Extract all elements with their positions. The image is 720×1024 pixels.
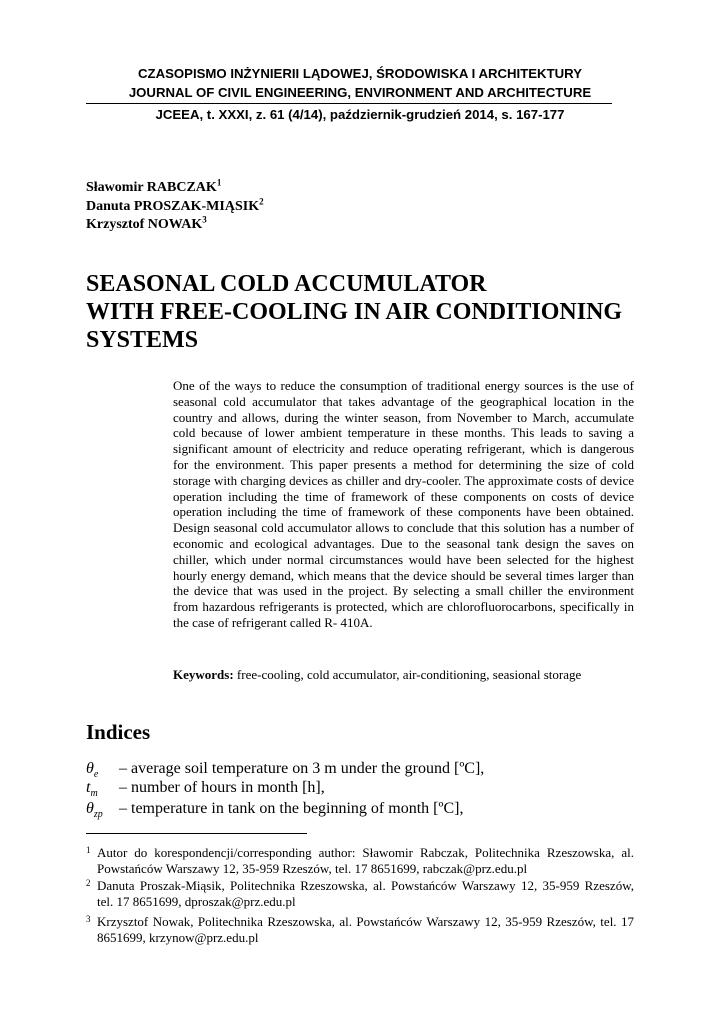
index-description: – number of hours in month [h],: [119, 779, 325, 796]
author-3: Krzysztof NOWAK$^3$: [86, 214, 207, 232]
keywords-text: free-cooling, cold accumulator, air-conditioning, seasional storage: [233, 667, 582, 682]
keywords-label: Keywords:: [173, 667, 234, 682]
index-description: – temperature in tank on the beginning of month [ºC],: [119, 800, 464, 817]
author-1: Sławomir RABCZAK$^1$: [86, 177, 222, 195]
journal-name-polish: CZASOPISMO INŻYNIERII LĄDOWEJ, ŚRODOWISKA I ARCHITEKTURY: [138, 66, 582, 81]
footnote-1: 1 Autor do korespondencji/corresponding author: Sławomir Rabczak, Politechnika Rzeszowska, al. Powstańców Warszawy 12, 35-959 Rzeszów, tel. 17 8651699, rabczak@prz.edu.pl: [86, 845, 634, 877]
author-2-footnote-mark[interactable]: 2: [259, 195, 264, 206]
index-item: [86, 779, 325, 799]
index-symbol: $t_m$: [86, 779, 98, 800]
index-description: – average soil temperature on 3 m under the ground [ºC],: [119, 760, 485, 777]
author-list: [86, 179, 264, 235]
index-item: [86, 760, 484, 780]
author-1-footnote-mark[interactable]: 1: [216, 177, 222, 188]
title-line-1: SEASONAL COLD ACCUMULATOR: [86, 271, 487, 297]
footnote-2: 2 Danuta Proszak-Miąsik, Politechnika Rzeszowska, al. Powstańców Warszawy 12, 35-959 Rzeszów, tel. 17 8651699, dproszak@prz.edu.pl: [86, 878, 634, 910]
author-2: Danuta PROSZAK-MIĄSIK$^2$: [86, 195, 264, 214]
index-symbol: $\theta_{zp}$: [86, 800, 103, 821]
index-symbol: $\theta_e$: [86, 760, 99, 781]
journal-name-english: JOURNAL OF CIVIL ENGINEERING, ENVIRONMENT AND ARCHITECTURE: [128, 85, 592, 100]
footnote-3: 3 Krzysztof Nowak, Politechnika Rzeszowska, al. Powstańców Warszawy 12, 35-959 Rzeszów, tel. 17 8651699, krzynow@prz.edu.pl: [86, 914, 634, 946]
keywords: [173, 667, 581, 683]
title-line-2: WITH FREE-COOLING IN AIR CONDITIONING: [86, 299, 623, 325]
footnote-separator: [86, 833, 307, 834]
author-3-footnote-mark[interactable]: 3: [202, 214, 207, 225]
journal-citation: JCEEA, t. XXXI, z. 61 (4/14), październik-grudzień 2014, s. 167-177: [155, 107, 565, 122]
header-rule: [86, 103, 612, 104]
title-line-3: SYSTEMS: [86, 327, 199, 353]
abstract-text: One of the ways to reduce the consumption of traditional energy sources is the use of seasonal cold accumulator that takes advantage of the geographical location in the country and allows, during the winter season, from November to March, accumulate cold because of lower ambient temperature in these months. This leads to saving a significant amount of electricity and reduce operating refrigerant, which is dangerous for the environment. This paper presents a method for determining the size of cold storage with charging devices as chiller and dry-cooler. The approximate costs of device operation including the time of framework of these components on costs of device operation including the time of framework of these components have been obtained. Design seasonal cold accumulator allows to conclude that this solution has a number of economic and ecological advantages. Due to the seasonal tank design the saves on chiller, which under normal circumstances would have been selected for the highest hourly energy demand, which means that the device should be several times larger than the device that was used in the project. By selecting a small chiller the environment from hazardous refrigerants is protected, which are chlorofluorocarbons, specifically in the case of refrigerant called R- 410A.: [173, 378, 634, 630]
paper-title: [86, 270, 646, 354]
index-item: [86, 800, 463, 820]
indices-heading: Indices: [86, 720, 151, 744]
